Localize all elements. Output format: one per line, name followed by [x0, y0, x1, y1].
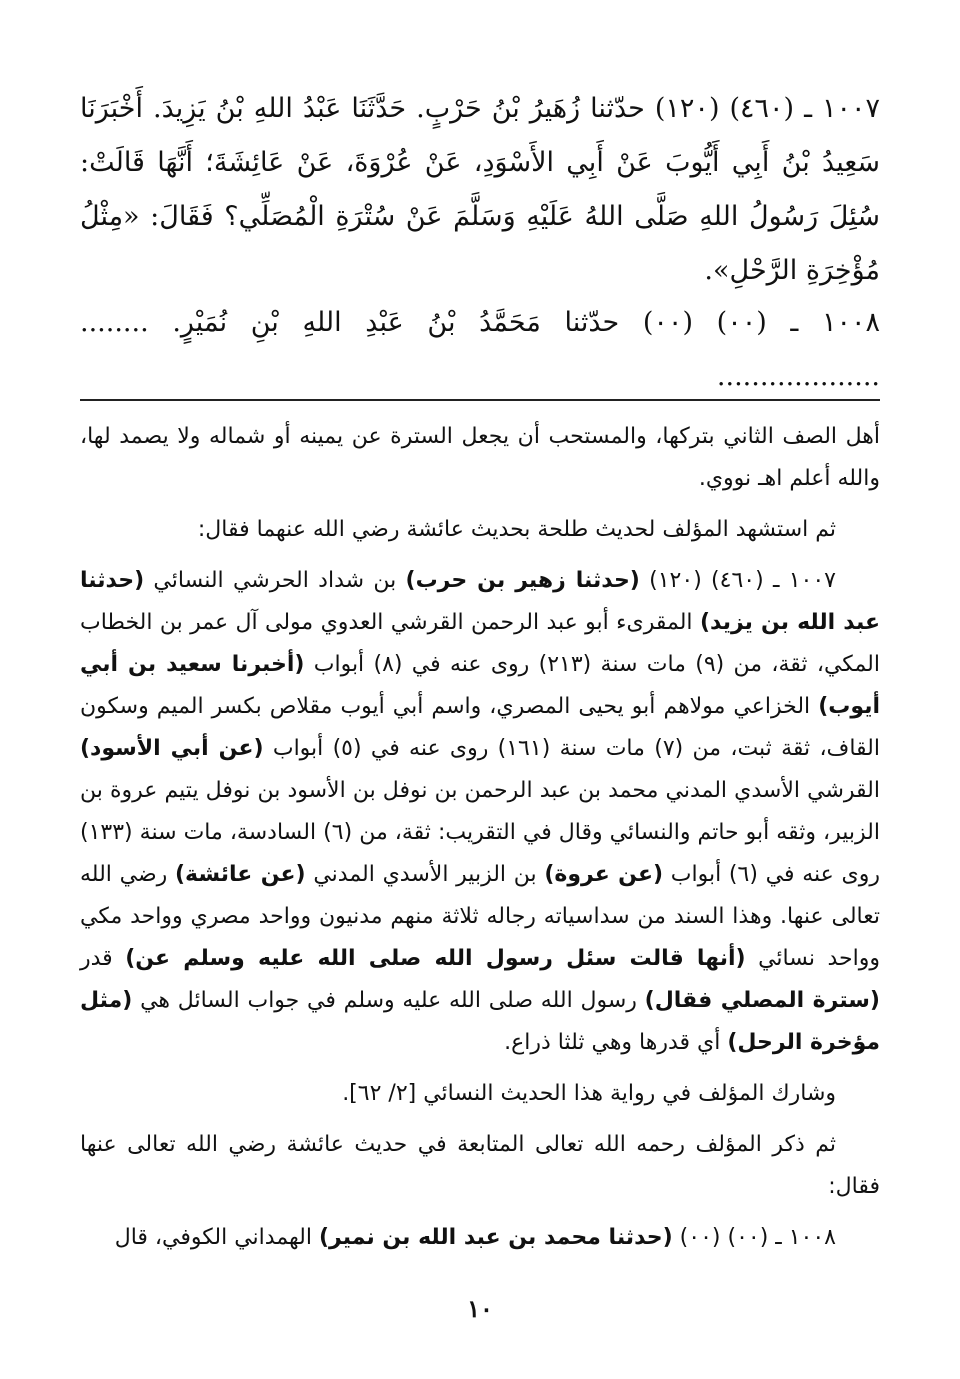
- bold-quote: (أخبرنا سعيد بن أبي أيوب): [80, 652, 880, 719]
- plain-text: رضي الله تعالى عنها. وهذا السند من سداسياته رجاله ثلاثة منهم مدنيون وواحد مصري وواحد مكي وواحد نسائي: [80, 862, 880, 971]
- plain-text: رسول الله صلى الله عليه وسلم في جواب السائل هي: [132, 988, 645, 1013]
- plain-text: أي قدرها وهي ثلثا ذراع.: [504, 1030, 728, 1055]
- commentary-sharing-note: وشارك المؤلف في رواية هذا الحديث النسائي [٢/ ٦٢].: [342, 1081, 836, 1106]
- plain-text: بن شداد الحرشي النسائي: [144, 568, 406, 593]
- commentary-1007-explanation: [80, 560, 880, 1064]
- plain-text: قدر: [80, 946, 126, 971]
- plain-text: ١٠٠٨ ـ (٠٠) (٠٠): [672, 1225, 836, 1250]
- bold-quote: (عن عروة): [544, 862, 664, 887]
- bold-quote: (عن عائشة): [174, 862, 306, 887]
- bold-quote: (حدثنا زهير بن حرب): [405, 568, 640, 593]
- plain-text: بن الزبير الأسدي المدني: [305, 862, 545, 887]
- bold-quote: (عن أبي الأسود): [80, 736, 264, 761]
- hadith-1007-block: [80, 82, 880, 298]
- page-number: ١٠: [467, 1294, 493, 1323]
- bold-quote: (أنها قالت سئل رسول الله صلى الله عليه وسلم عن): [125, 946, 746, 971]
- commentary-continuation: أهل الصف الثاني بتركها، والمستحب أن يجعل السترة عن يمينه أو شماله ولا يصمد لها، والله أعلم اهـ نووي.: [80, 424, 880, 491]
- bold-quote: (سترة المصلي فقال): [644, 988, 880, 1013]
- hadith-1007-text: ١٠٠٧ ـ (٤٦٠) (١٢٠) حدّثنا زُهَيرُ بْنُ حَرْبٍ. حَدَّثَنَا عَبْدُ اللهِ بْنُ يَزِيدَ. أَخْبَرَنَا سَعِيدُ بْنُ أَبِي أَيُّوبَ عَنْ أَبِي الأَسْوَدِ، عَنْ عُرْوَةَ، عَنْ عَائِشَةَ؛ أَنَّهَا قَالَتْ: سُئِلَ رَسُولُ اللهِ صَلَّى اللهُ عَلَيْهِ وَسَلَّمَ عَنْ سُتْرَةِ الْمُصَلِّي؟ فَقَالَ: «مِثْلُ مُؤْخِرَةِ الرَّحْلِ».: [80, 93, 881, 286]
- plain-text: ١٠٠٧ ـ (٤٦٠) (١٢٠): [639, 568, 836, 593]
- plain-text: الهمداني الكوفي، قال: [114, 1225, 319, 1250]
- commentary-intro: ثم استشهد المؤلف لحديث طلحة بحديث عائشة رضي الله عنهما فقال:: [197, 517, 836, 542]
- bold-quote: (حدثنا محمد بن عبد الله بن نمير): [318, 1225, 673, 1250]
- hadith-1008-block: [80, 296, 880, 404]
- plain-text: الخزاعي مولاهم أبو يحيى المصري، واسم أبي أيوب مقلاص بكسر الميم وسكون القاف، ثقة ثبت، من (٧) مات سنة (١٦١) روى عنه في (٥) أبواب: [80, 694, 880, 761]
- footnote-divider: [80, 399, 880, 401]
- commentary-section: [80, 416, 880, 1268]
- hadith-1008-text: ١٠٠٨ ـ (٠٠) (٠٠) حدّثنا مَحَمَّدُ بْنُ عَبْدِ اللهِ بْنِ نُمَيْرٍ. ........ ...................: [80, 307, 880, 392]
- commentary-1008-explanation: [80, 1217, 880, 1259]
- page-body: [80, 0, 880, 1379]
- bold-quote: (مثل مؤخرة الرحل): [80, 988, 880, 1055]
- commentary-mutabaa-intro: ثم ذكر المؤلف رحمه الله تعالى المتابعة في حديث عائشة رضي الله تعالى عنها فقال:: [80, 1132, 880, 1199]
- bold-quote: (حدثنا عبد الله بن يزيد): [80, 568, 880, 635]
- plain-text: القرشي الأسدي المدني محمد بن عبد الرحمن بن نوفل بن الأسود بن نوفل يتيم عروة بن الزبير، وثقه أبو حاتم والنسائي وقال في التقريب: ثقة، من (٦) السادسة، مات سنة (١٣٣) روى عنه في (٦) أبواب: [80, 778, 880, 887]
- plain-text: المقرىء أبو عبد الرحمن القرشي العدوي مولى آل عمر بن الخطاب المكي، ثقة، من (٩) مات سنة (٢١٣) روى عنه في (٨) أبواب: [80, 610, 880, 677]
